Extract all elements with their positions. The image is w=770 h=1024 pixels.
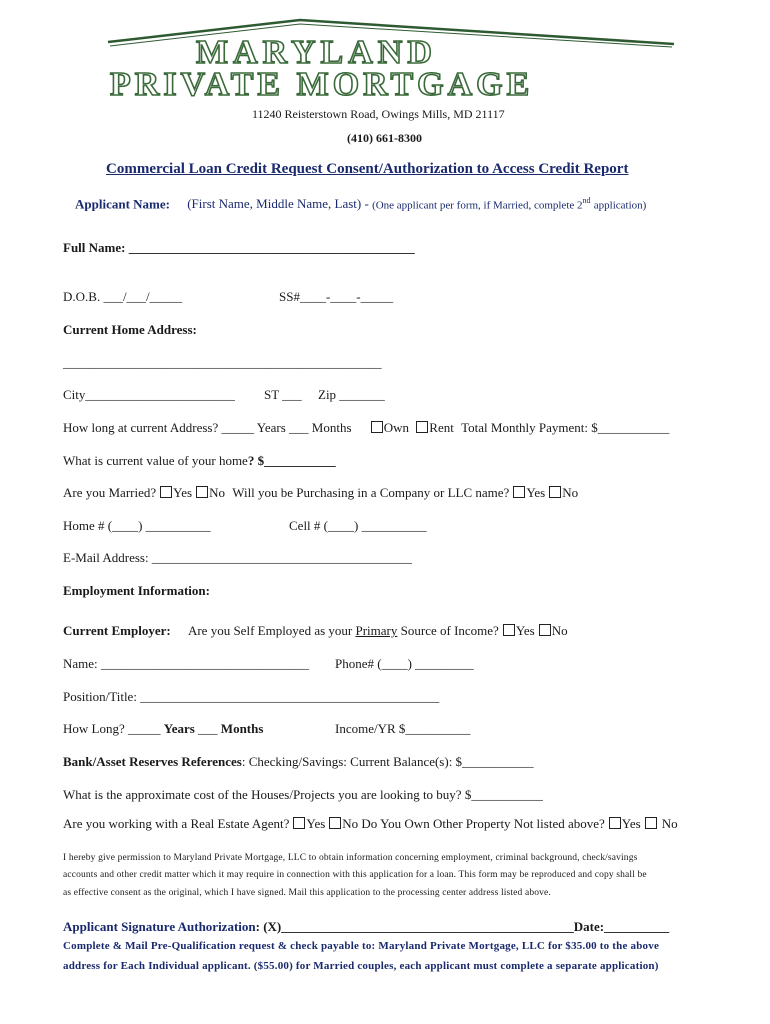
own-checkbox[interactable] (371, 421, 383, 433)
email-field[interactable]: E-Mail Address: ________________________________________ (63, 550, 412, 565)
page-title: Commercial Loan Credit Request Consent/Authorization to Access Credit Report (106, 161, 629, 177)
rent-label: Rent (429, 420, 454, 435)
income-field[interactable]: Income/YR $__________ (335, 721, 471, 736)
logo-line-2: PRIVATE MORTGAGE (110, 66, 534, 103)
applicant-row (75, 196, 646, 212)
position-field[interactable]: Position/Title: ______________________________________________ (63, 689, 440, 704)
home-address-label: Current Home Address: (63, 322, 197, 337)
own-label: Own (383, 420, 410, 435)
dob-field[interactable]: D.O.B. ___/___/_____ (63, 289, 183, 304)
city-field[interactable]: City_______________________ (63, 387, 235, 402)
home-value-field[interactable]: ? $___________ (247, 453, 336, 468)
agent-row (63, 816, 678, 832)
signature-label: Applicant Signature Authorization (63, 919, 256, 934)
company-yes-checkbox[interactable] (513, 486, 525, 498)
company-yes-label: Yes (526, 485, 546, 500)
ssn-field[interactable]: SS#____-____-_____ (279, 289, 394, 304)
married-yes-checkbox[interactable] (160, 486, 172, 498)
bank-row (63, 754, 534, 770)
self-employed-no-checkbox[interactable] (539, 624, 551, 636)
married-question: Are you Married? (63, 485, 157, 500)
other-property-question: Do You Own Other Property Not listed above? (361, 816, 605, 831)
state-field[interactable]: ST ___ (264, 387, 302, 402)
agent-question: Are you working with a Real Estate Agent? (63, 816, 290, 831)
applicant-note-sup: nd (582, 196, 591, 205)
mail-instructions-line-2: address for Each Individual applicant. ($55.00) for Married couples, each applicant must complete a separate application) (63, 960, 659, 972)
full-name-field[interactable]: Full Name: ____________________________________________ (63, 240, 415, 255)
how-long-employed-row (63, 721, 263, 737)
applicant-note-post: application) (593, 199, 647, 212)
mail-instructions-line-1: Complete & Mail Pre-Qualification request & check payable to: Maryland Private Mortgage, LLC for $35.00 to the above (63, 940, 660, 952)
self-employed-no-label: No (551, 623, 568, 638)
home-value-label: What is current value of your home (63, 453, 248, 468)
home-phone-field[interactable]: Home # (____) __________ (63, 518, 211, 533)
signature-row (63, 919, 669, 935)
applicant-label: Applicant Name: (75, 196, 170, 212)
company-address: 11240 Reisterstown Road, Owings Mills, MD 21117 (252, 107, 505, 121)
other-property-yes-checkbox[interactable] (609, 817, 621, 829)
self-employed-q-primary: Primary (355, 623, 398, 638)
how-long-employed-field[interactable]: How Long? _____ (63, 721, 161, 736)
self-employed-yes-label: Yes (515, 623, 535, 638)
consent-line-3: as effective consent as the original, which I have signed. Mail this application to the processing center address listed above. (63, 888, 551, 898)
monthly-payment-field[interactable]: Total Monthly Payment: $___________ (461, 420, 670, 435)
company-question: Will you be Purchasing in a Company or LLC name? (232, 485, 510, 500)
company-phone: (410) 661-8300 (347, 131, 422, 145)
consent-line-2: accounts and other credit matter which it may require in connection with this application for a loan. This form may be reproduced and copy shall be (63, 870, 647, 880)
residence-row (63, 420, 669, 436)
other-property-yes-label: Yes (621, 816, 641, 831)
other-property-no-label: No (661, 816, 678, 831)
employer-phone-field[interactable]: Phone# (____) _________ (335, 656, 474, 671)
months-label: Months (220, 721, 264, 736)
self-employed-q-pre: Are you Self Employed as your (187, 623, 353, 638)
cell-phone-field[interactable]: Cell # (____) __________ (289, 518, 427, 533)
self-employed-yes-checkbox[interactable] (503, 624, 515, 636)
married-row (63, 485, 578, 501)
employment-heading: Employment Information: (63, 583, 210, 598)
project-cost-field[interactable]: What is the approximate cost of the Houses/Projects you are looking to buy? $___________ (63, 787, 543, 802)
self-employed-q-post: Source of Income? (400, 623, 499, 638)
home-address-field[interactable]: _________________________________________________ (63, 355, 382, 370)
other-property-no-checkbox[interactable] (645, 817, 657, 829)
employer-name-field[interactable]: Name: ________________________________ (63, 656, 309, 671)
how-long-address-field[interactable]: How long at current Address? _____ Years ___ Months (63, 420, 352, 435)
agent-yes-checkbox[interactable] (293, 817, 305, 829)
signature-field[interactable]: : (X)_____________________________________________Date:__________ (255, 919, 670, 934)
agent-no-label: No (342, 816, 359, 831)
consent-line-1: I hereby give permission to Maryland Private Mortgage, LLC to obtain information concerning employment, criminal background, check/savings (63, 853, 638, 863)
company-no-checkbox[interactable] (549, 486, 561, 498)
applicant-hint: (First Name, Middle Name, Last) - (187, 196, 369, 212)
married-yes-label: Yes (173, 485, 193, 500)
company-no-label: No (562, 485, 579, 500)
months-blank[interactable]: ___ (198, 721, 218, 736)
rent-checkbox[interactable] (416, 421, 428, 433)
logo-line-1: MARYLAND (196, 34, 437, 71)
bank-label: Bank/Asset Reserves References (63, 754, 242, 769)
married-no-label: No (209, 485, 225, 500)
zip-field[interactable]: Zip _______ (318, 387, 385, 402)
agent-no-checkbox[interactable] (329, 817, 341, 829)
married-no-checkbox[interactable] (196, 486, 208, 498)
applicant-note-pre: (One applicant per form, if Married, complete 2 (372, 199, 583, 212)
current-employer-label: Current Employer: (63, 623, 171, 638)
bank-balance-field[interactable]: : Checking/Savings: Current Balance(s): $___________ (241, 754, 534, 769)
agent-yes-label: Yes (306, 816, 326, 831)
employer-row (63, 623, 568, 639)
years-label: Years (163, 721, 195, 736)
home-value-row (63, 453, 336, 469)
